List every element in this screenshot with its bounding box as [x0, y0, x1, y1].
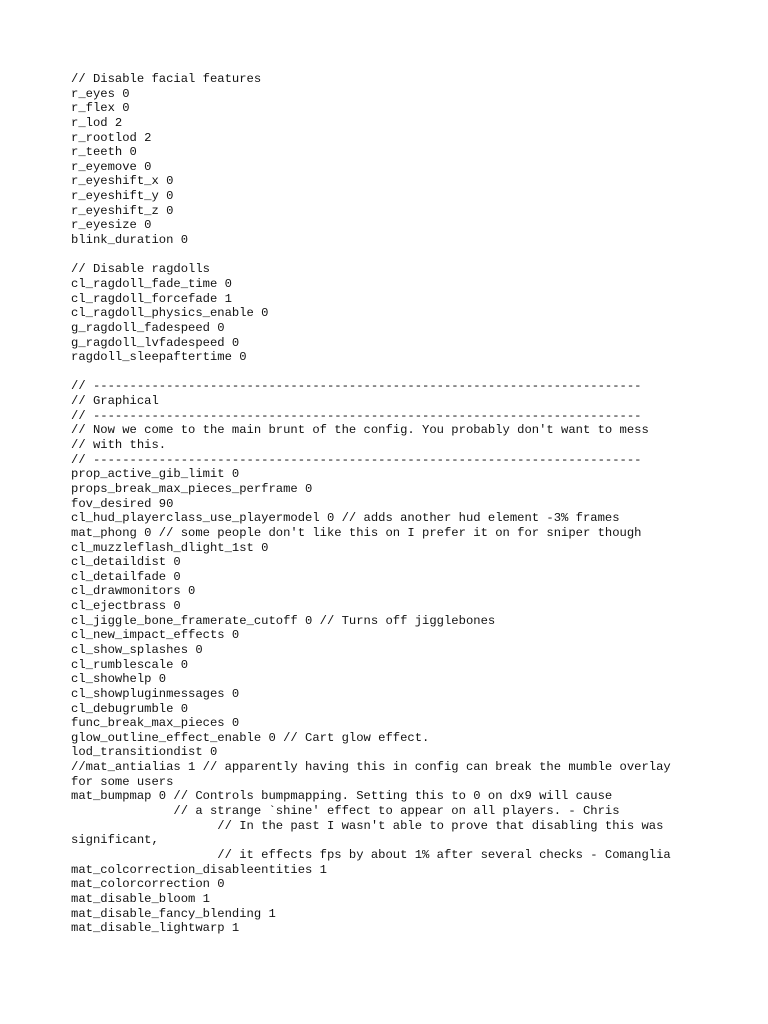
- config-line: glow_outline_effect_enable 0 // Cart glow effect.: [71, 730, 430, 745]
- config-line: r_eyemove 0: [71, 159, 152, 174]
- config-line: cl_ejectbrass 0: [71, 599, 181, 614]
- separator-line: // ---------------------------------------------------------------------------: [71, 452, 642, 467]
- config-line: mat_colcorrection_disableentities 1: [71, 862, 327, 877]
- config-line: blink_duration 0: [71, 233, 189, 248]
- config-line: r_teeth 0: [71, 145, 137, 160]
- config-line: mat_disable_bloom 1: [71, 891, 210, 906]
- config-line: mat_phong 0 // some people don't like this on I prefer it on for sniper though: [71, 525, 642, 540]
- config-line: cl_showhelp 0: [71, 672, 167, 687]
- comment-line: //mat_antialias 1 // apparently having this in config can break the mumble overlay: [71, 760, 671, 775]
- comment-line: // Now we come to the main brunt of the config. You probably don't want to mess: [71, 423, 649, 438]
- config-line: prop_active_gib_limit 0: [71, 467, 240, 482]
- config-line: cl_ragdoll_forcefade 1: [71, 291, 232, 306]
- config-line: props_break_max_pieces_perframe 0: [71, 481, 313, 496]
- config-line: cl_ragdoll_fade_time 0: [71, 276, 232, 291]
- comment-line: // Disable ragdolls: [71, 262, 210, 277]
- config-line: r_rootlod 2: [71, 130, 152, 145]
- config-line: r_eyeshift_x 0: [71, 174, 174, 189]
- comment-continuation-line: significant,: [71, 833, 159, 848]
- config-line: r_flex 0: [71, 101, 130, 116]
- config-line: r_eyesize 0: [71, 218, 152, 233]
- config-line: fov_desired 90: [71, 496, 174, 511]
- separator-line: // ---------------------------------------------------------------------------: [71, 408, 642, 423]
- config-line: cl_hud_playerclass_use_playermodel 0 // adds another hud element -3% frames: [71, 511, 620, 526]
- comment-continuation-line: for some users: [71, 774, 174, 789]
- config-line: mat_bumpmap 0 // Controls bumpmapping. Setting this to 0 on dx9 will cause: [71, 789, 613, 804]
- comment-line: // it effects fps by about 1% after several checks - Comanglia: [71, 847, 671, 862]
- config-line: cl_debugrumble 0: [71, 701, 189, 716]
- config-line: g_ragdoll_fadespeed 0: [71, 320, 225, 335]
- config-line: cl_detaildist 0: [71, 555, 181, 570]
- config-line: mat_disable_lightwarp 1: [71, 921, 240, 936]
- config-line: cl_showpluginmessages 0: [71, 686, 240, 701]
- config-line: cl_jiggle_bone_framerate_cutoff 0 // Turns off jigglebones: [71, 613, 496, 628]
- comment-line: // with this.: [71, 438, 167, 453]
- comment-line: // In the past I wasn't able to prove that disabling this was: [71, 818, 664, 833]
- section-heading: // Graphical: [71, 394, 159, 409]
- config-line: lod_transitiondist 0: [71, 745, 218, 760]
- comment-line: // Disable facial features: [71, 72, 262, 86]
- config-line: mat_colorcorrection 0: [71, 877, 225, 892]
- blank-line: [71, 365, 751, 380]
- config-line: cl_detailfade 0: [71, 569, 181, 584]
- config-line: cl_ragdoll_physics_enable 0: [71, 306, 269, 321]
- separator-line: // ---------------------------------------------------------------------------: [71, 379, 642, 394]
- blank-line: [71, 248, 751, 263]
- config-line: cl_rumblescale 0: [71, 657, 189, 672]
- config-line: mat_disable_fancy_blending 1: [71, 906, 276, 921]
- config-line: r_lod 2: [71, 115, 123, 130]
- config-document: [71, 72, 751, 936]
- config-line: g_ragdoll_lvfadespeed 0: [71, 335, 240, 350]
- config-line: r_eyeshift_y 0: [71, 189, 174, 204]
- config-line: cl_show_splashes 0: [71, 642, 203, 657]
- config-line: ragdoll_sleepaftertime 0: [71, 350, 247, 365]
- config-line: r_eyeshift_z 0: [71, 203, 174, 218]
- comment-line: // a strange `shine' effect to appear on all players. - Chris: [71, 804, 620, 819]
- config-line: r_eyes 0: [71, 86, 130, 101]
- config-line: cl_drawmonitors 0: [71, 584, 196, 599]
- config-line: cl_muzzleflash_dlight_1st 0: [71, 540, 269, 555]
- config-line: cl_new_impact_effects 0: [71, 628, 240, 643]
- config-line: func_break_max_pieces 0: [71, 716, 240, 731]
